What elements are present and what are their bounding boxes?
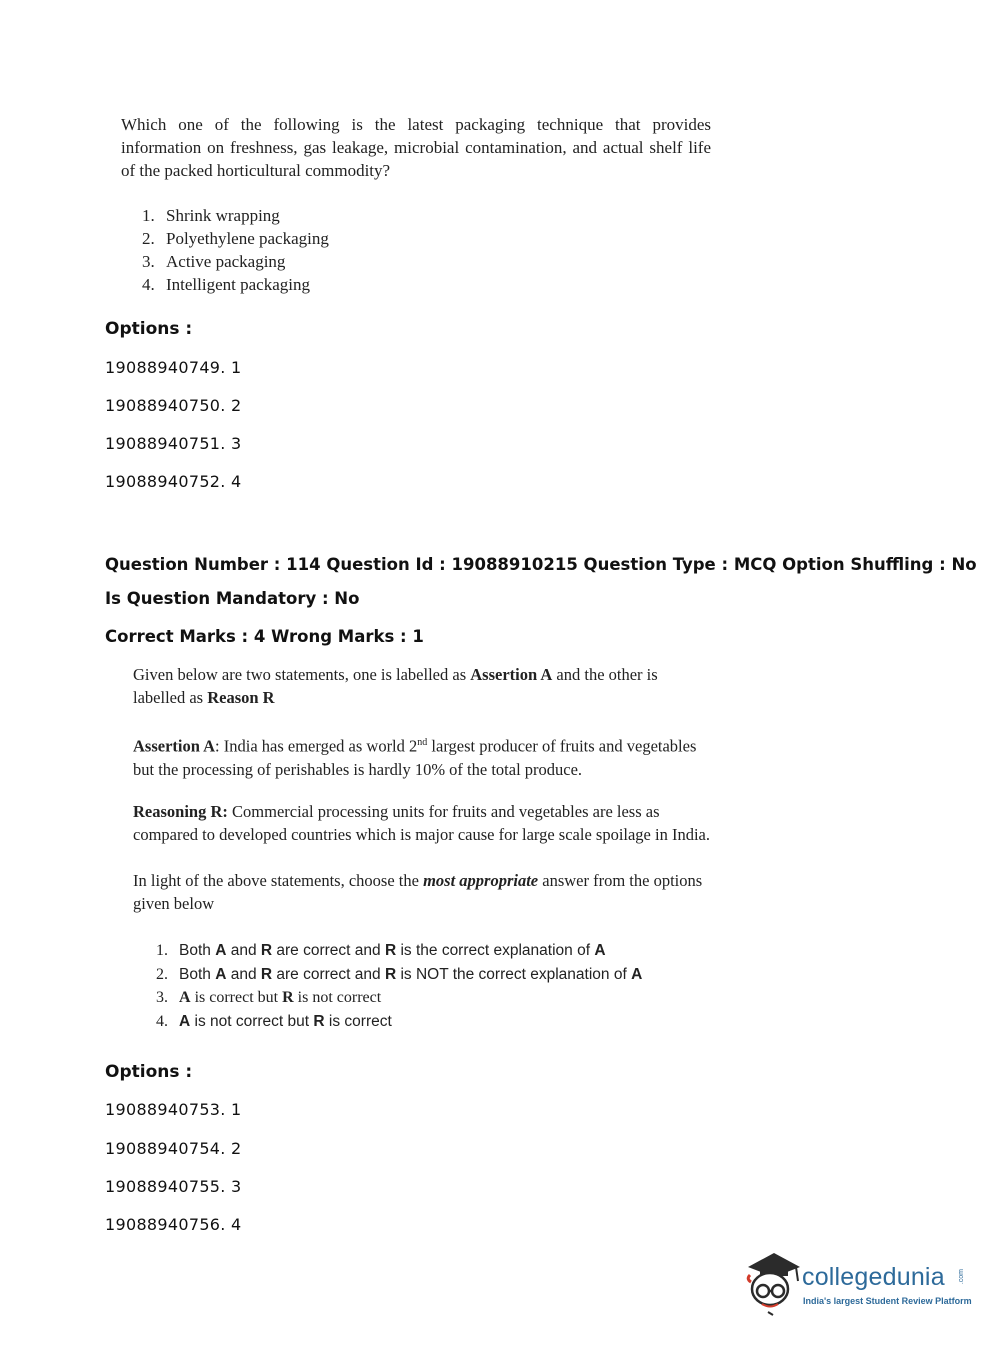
logo-wordmark: collegedunia: [802, 1263, 945, 1291]
option-id: 19088940752. 4: [105, 472, 242, 491]
question-113-choices: [142, 204, 329, 296]
assertion-statement: Assertion A: India has emerged as world 2nd largest producer of fruits and vegetables but the processing of perishables is hardly 10% of the total produce.: [133, 736, 697, 779]
option-id: 19088940754. 2: [105, 1139, 242, 1158]
logo-domain-suffix: .com: [958, 1269, 965, 1285]
options-heading: Options :: [105, 319, 193, 339]
question-114-choices: [156, 939, 642, 1033]
marks-line: Correct Marks : 4 Wrong Marks : 1: [105, 627, 424, 646]
question-meta-line: Question Number : 114 Question Id : 19088910215 Question Type : MCQ Option Shuffling : No: [105, 555, 977, 574]
option-id: 19088940756. 4: [105, 1215, 242, 1234]
question-113-text: Which one of the following is the latest packaging technique that provides information on freshness, gas leakage, microbial contamination, and actual shelf life of the packed horticultural commodity?: [121, 115, 711, 180]
option-id: 19088940755. 3: [105, 1177, 242, 1196]
mandatory-line: Is Question Mandatory : No: [105, 589, 360, 608]
choice-item: 4. Intelligent packaging: [142, 275, 310, 294]
choice-item: 3. Active packaging: [142, 252, 286, 271]
choice-item: 4. A is not correct but R is correct: [156, 1012, 392, 1030]
instruction-text: In light of the above statements, choose the most appropriate answer from the options given below: [133, 871, 703, 913]
choice-item: 2. Both A and R are correct and R is NOT the correct explanation of A: [156, 965, 643, 983]
choice-item: 1. Shrink wrapping: [142, 206, 280, 225]
options-heading: Options :: [105, 1062, 193, 1082]
option-id: 19088940750. 2: [105, 396, 242, 415]
option-id: 19088940751. 3: [105, 434, 242, 453]
choice-item: 2. Polyethylene packaging: [142, 229, 329, 248]
option-id: 19088940753. 1: [105, 1100, 242, 1119]
mascot-icon: [742, 1249, 802, 1319]
collegedunia-logo: [742, 1249, 972, 1319]
logo-tagline: India's largest Student Review Platform: [803, 1296, 972, 1306]
choice-item: 1. Both A and R are correct and R is the correct explanation of A: [156, 942, 606, 959]
reasoning-statement: Reasoning R: Commercial processing units for fruits and vegetables are less as compared to developed countries which is major cause for large scale spoilage in India.: [133, 802, 710, 844]
choice-item: 3. A is correct but R is not correct: [156, 989, 382, 1006]
question-114-intro: Given below are two statements, one is labelled as Assertion A and the other is labelled as Reason R: [133, 665, 658, 707]
option-id: 19088940749. 1: [105, 358, 242, 377]
